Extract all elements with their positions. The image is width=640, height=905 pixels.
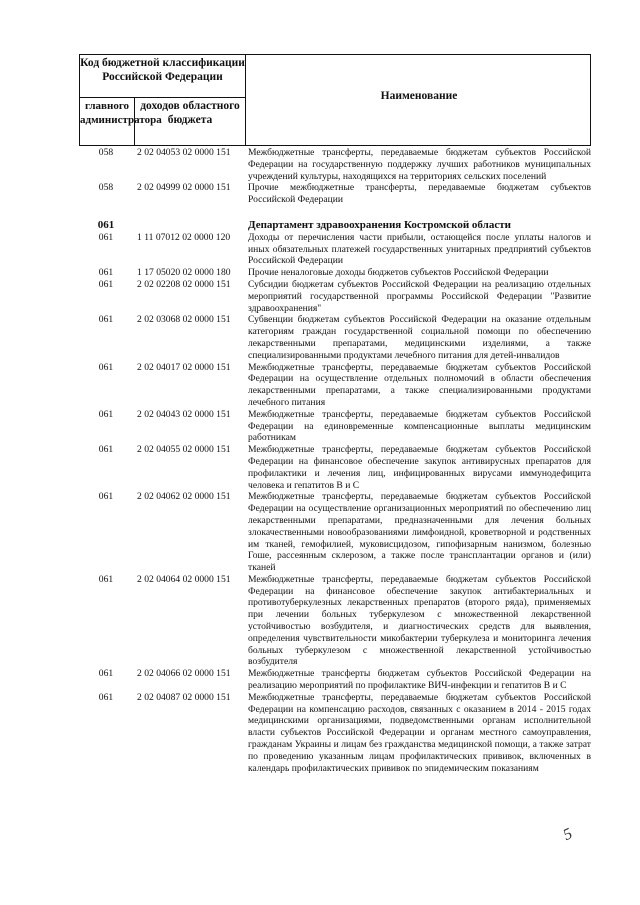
revenue-code: 1 17 05020 02 0000 180 <box>137 267 231 279</box>
admin-code: 061 <box>98 408 114 420</box>
admin-code: 061 <box>98 267 114 279</box>
table-row <box>79 267 591 279</box>
admin-code: 061 <box>98 314 114 326</box>
table-row <box>79 182 591 206</box>
table-row <box>79 279 591 314</box>
admin-code: 061 <box>98 444 114 456</box>
revenue-name: Прочие неналоговые доходы бюджетов субъектов Российской Федерации <box>248 267 549 279</box>
table-body <box>79 147 591 774</box>
revenue-code: 2 02 04017 02 0000 151 <box>137 361 231 373</box>
revenue-name: Доходы от перечисления части прибыли, остающейся после уплаты налогов и иных обязательных платежей государственных унитарных предприятий субъектов Российской Федерации <box>248 231 591 267</box>
admin-code: 058 <box>98 147 114 158</box>
revenue-code: 2 02 04062 02 0000 151 <box>137 491 231 503</box>
admin-code: 061 <box>98 278 114 290</box>
revenue-name: Межбюджетные трансферты, передаваемые бюджетам субъектов Российской Федерации на финансовое обеспечение закупок антибактериальных и противотуберкулезных лекарственных препаратов (второго ряда), применяемых при лечении больных туберкулезом с множественной лекарственной устойчивостью возбудителя, и диагностических средств для выявления, определения чувствительности микобактерии туберкулеза и мониторинга лечения больных туберкулезом с множественной лекарственной устойчивостью возбудителя <box>248 573 591 668</box>
admin-code: 061 <box>98 231 114 243</box>
admin-code: 061 <box>98 361 114 373</box>
revenue-code: 2 02 04055 02 0000 151 <box>137 444 231 456</box>
revenue-code: 2 02 04043 02 0000 151 <box>137 408 231 420</box>
table-row <box>79 147 591 182</box>
table-row <box>79 232 591 267</box>
table-row <box>79 668 591 692</box>
revenue-name: Департамент здравоохранения Костромской области <box>248 218 511 231</box>
revenue-name: Субсидии бюджетам субъектов Российской Федерации на реализацию отдельных мероприятий государственной программы Российской Федерации "Развитие здравоохранения" <box>248 278 591 314</box>
revenue-code: 2 02 04053 02 0000 151 <box>137 147 231 158</box>
admin-code: 061 <box>97 218 115 231</box>
revenue-name: Межбюджетные трансферты бюджетам субъектов Российской Федерации на реализацию мероприятий по профилактике ВИЧ-инфекции и гепатитов В и С <box>248 668 591 692</box>
admin-code: 061 <box>98 668 114 680</box>
revenue-code: 2 02 03068 02 0000 151 <box>137 314 231 326</box>
page-mark: 5 <box>560 825 576 844</box>
table-row <box>79 314 591 361</box>
revenue-name: Межбюджетные трансферты, передаваемые бюджетам субъектов Российской Федерации на государственную поддержку лучших работников муниципальных учреждений культуры, находящихся на территориях сельских поселений <box>248 147 591 182</box>
revenue-code: 2 02 04066 02 0000 151 <box>137 668 231 680</box>
revenue-name: Субвенции бюджетам субъектов Российской Федерации на оказание отдельным категориям граждан государственной социальной помощи по обеспечению лекарственными препаратами, медицинскими изделиями, а также специализированными продуктами лечебного питания для детей-инвалидов <box>248 314 591 361</box>
revenue-code <box>133 220 245 232</box>
table-row <box>79 444 591 491</box>
header-name-col: Наименование <box>380 90 458 102</box>
table-row <box>79 574 591 668</box>
revenue-code: 1 11 07012 02 0000 120 <box>137 231 231 243</box>
revenue-code: 2 02 04087 02 0000 151 <box>137 691 231 703</box>
revenue-code: 2 02 04064 02 0000 151 <box>137 573 231 585</box>
table-row <box>79 409 591 444</box>
table-row <box>79 692 591 775</box>
revenue-name: Межбюджетные трансферты, передаваемые бюджетам субъектов Российской Федерации на осуществление организационных мероприятий по обеспечению лиц лекарственными препаратами, предназначенными для лечения больных злокачественными новообразованиями лимфоидной, кроветворной и родственных им тканей, гемофилией, муковисцидозом, гипофизарным нанизмом, болезнью Гоше, рассеянным склерозом, а также после трансплантации органов и (или) тканей <box>248 491 591 574</box>
revenue-name: Межбюджетные трансферты, передаваемые бюджетам субъектов Российской Федерации на финансовое обеспечение закупок антивирусных препаратов для профилактики и лечения лиц, инфицированных вирусами иммунодефицита человека и гепатитов В и С <box>248 444 591 491</box>
table-row <box>79 491 591 574</box>
admin-code: 061 <box>98 491 114 503</box>
admin-code: 058 <box>98 182 114 194</box>
revenue-name: Прочие межбюджетные трансферты, передаваемые бюджетам субъектов Российской Федерации <box>248 182 591 206</box>
revenue-name: Межбюджетные трансферты, передаваемые бюджетам субъектов Российской Федерации на осуществление отдельных полномочий в области обеспечения лекарственными препаратами, а также специализированными продуктами лечебного питания <box>248 361 591 408</box>
revenue-name: Межбюджетные трансферты, передаваемые бюджетам субъектов Российской Федерации на компенсацию расходов, связанных с оказанием в 2014 - 2015 годах медицинскими организациями, подведомственными органам исполнительной власти субъектов Российской Федерации и органам местного самоуправления, гражданам Украины и лицам без гражданства медицинской помощи, а также затрат по проведению указанным лицам профилактических прививок, включенных в календарь профилактических прививок по эпидемическим показаниям <box>248 691 591 774</box>
header-admin-col: главного администратора <box>80 100 162 126</box>
table-header <box>79 54 591 146</box>
header-group-title: Код бюджетной классификации Российской Федерации <box>80 57 245 83</box>
table-row <box>79 220 591 232</box>
revenue-code: 2 02 04999 02 0000 151 <box>137 182 231 194</box>
admin-code: 061 <box>98 691 114 703</box>
revenue-name: Межбюджетные трансферты, передаваемые бюджетам субъектов Российской Федерации на единовременные компенсационные выплаты медицинским работникам <box>248 408 591 444</box>
table-row <box>79 362 591 409</box>
header-revenue-col: доходов областного бюджета <box>140 100 240 126</box>
admin-code: 061 <box>98 573 114 585</box>
revenue-code: 2 02 02208 02 0000 151 <box>137 278 231 290</box>
